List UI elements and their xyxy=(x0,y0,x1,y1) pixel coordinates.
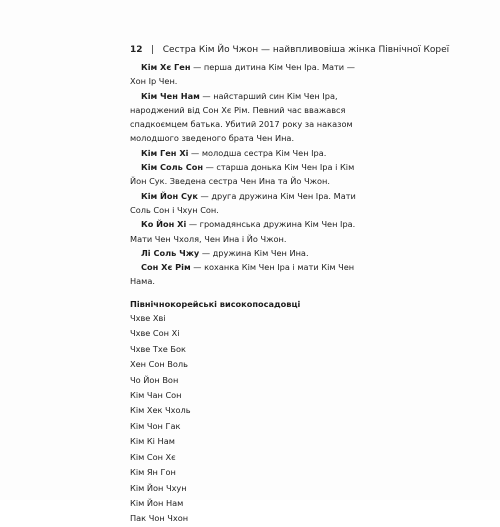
entry-name: Кім Хє Ген xyxy=(141,62,191,72)
family-entries xyxy=(130,60,372,289)
entry-paragraph xyxy=(130,189,372,218)
list-item: Кім Кі Нам xyxy=(130,436,175,447)
entry-name: Сон Хє Рім xyxy=(141,262,191,273)
entry-description: — громадянська дружина Кім Чен Іра. Мати Чен Чхоля, Чен Ина і Йо Чжон. xyxy=(130,219,356,244)
entry-name: Кім Ген Хі xyxy=(141,147,189,158)
entry-paragraph xyxy=(130,246,372,260)
entry-paragraph xyxy=(130,60,372,89)
list-item: Хен Сон Воль xyxy=(130,359,188,370)
list-item: Чхве Хві xyxy=(130,313,166,324)
list-item: Кім Чон Гак xyxy=(130,420,181,431)
list-item: Пак Чон Чхон xyxy=(130,513,189,524)
entry-description: — старша донька Кім Чен Іра і Кім Йон Сук. Зведена сестра Чен Ина та Йо Чжон. xyxy=(130,162,355,187)
list-item: Кім Сон Хє xyxy=(130,451,176,462)
entry-name: Ко Йон Хі xyxy=(141,219,187,230)
list-item: Кім Хек Чхоль xyxy=(130,405,191,416)
entry-paragraph xyxy=(130,160,372,189)
entry-description: — дружина Кім Чен Ина. xyxy=(199,247,309,258)
page-body xyxy=(130,60,372,527)
list-item: Кім Ян Гон xyxy=(130,467,176,478)
entry-description: — молодша сестра Кім Чен Іра. xyxy=(188,147,327,158)
entry-paragraph xyxy=(130,89,372,146)
entry-paragraph xyxy=(130,146,372,160)
entry-name: Лі Соль Чжу xyxy=(141,247,200,258)
entry-name: Кім Чен Нам xyxy=(141,90,200,101)
entry-description: — найстарший син Кім Чен Іра, народжений від Сон Хє Рім. Певний час вважався спадкоємцем батька. Убитий 2017 року за наказом молодшого зведеного брата Чен Ина. xyxy=(130,90,353,144)
list-item: Чо Йон Вон xyxy=(130,374,179,385)
running-title: Сестра Кім Йо Чжон — найвпливовіша жінка Північної Кореї xyxy=(162,45,450,55)
entry-description: — перша дитина Кім Чен Іра. Мати — Хон Ір Чен. xyxy=(130,62,355,87)
officials-heading: Північнокорейські високопосадовці xyxy=(130,298,301,309)
officials-list xyxy=(130,311,372,527)
list-item: Кім Чан Сон xyxy=(130,390,182,401)
entry-paragraph xyxy=(130,217,372,246)
list-item: Кім Йон Нам xyxy=(130,497,184,508)
entry-name: Кім Йон Сук xyxy=(141,190,198,201)
page-number: 12 xyxy=(130,45,143,55)
entry-description: — коханка Кім Чен Іра і мати Кім Чен Нама. xyxy=(130,262,355,287)
entry-description: — друга дружина Кім Чен Іра. Мати Соль Сон і Чхун Сон. xyxy=(130,190,356,215)
running-header xyxy=(130,44,460,56)
list-item: Чхве Тхе Бок xyxy=(130,343,186,354)
header-separator: | xyxy=(145,45,160,55)
list-item: Чхве Сон Хі xyxy=(130,328,180,339)
list-item: Кім Йон Чхун xyxy=(130,482,187,493)
entry-paragraph xyxy=(130,260,372,289)
entry-name: Кім Соль Сон xyxy=(141,162,203,173)
